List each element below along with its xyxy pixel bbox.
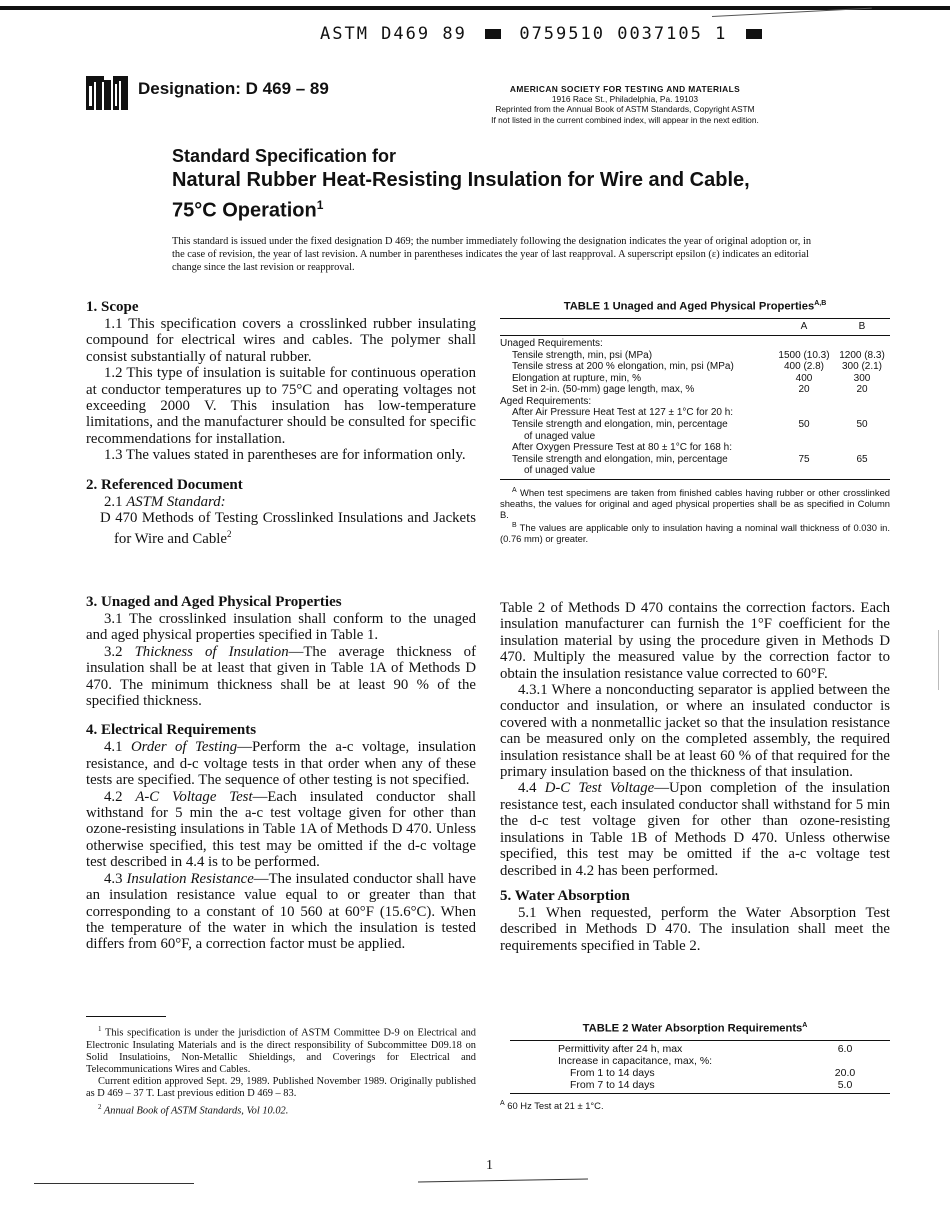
table2-row-value: 5.0 xyxy=(837,1078,853,1091)
table1-row-label: After Air Pressure Heat Test at 127 ± 1°C for 20 h: xyxy=(512,407,734,419)
table2-row xyxy=(558,1079,890,1091)
referenced-item: D 470 Methods of Testing Crosslinked Insulations and Jackets for Wire and Cable$^2$ xyxy=(100,510,476,548)
table1-row-label: Tensile strength and elongation, min, percentage xyxy=(512,453,728,465)
table2-footnote: $^A$ 60 Hz Test at 21 ± 1°C. xyxy=(500,1099,604,1111)
document-code-header xyxy=(320,24,768,44)
table1-cell-a xyxy=(774,442,834,454)
top-border-rule xyxy=(0,6,950,10)
table1-row-label: of unaged value xyxy=(524,465,596,477)
scope-heading: 1. Scope xyxy=(86,299,139,315)
table1-cell-b xyxy=(834,338,890,350)
pen-stroke-center xyxy=(418,1179,588,1183)
issuance-notice: This standard is issued under the fixed designation D 469; the number immediately following the designation indicates the year of original adoption or, in the case of revision, the year of last revision. A number in parentheses indicates the year of last reapproval. A superscript epsilon (ε) indicates an editorial change since the last revision or reapproval. xyxy=(172,236,812,273)
table2-row xyxy=(558,1067,890,1079)
table1-row-label: of unaged value xyxy=(524,430,596,442)
table1-row-label: Tensile strength and elongation, min, percentage xyxy=(512,419,728,431)
table1-cell-b xyxy=(834,396,890,408)
society-name: AMERICAN SOCIETY FOR TESTING AND MATERIALS xyxy=(509,84,741,94)
pen-stroke-left xyxy=(34,1183,194,1184)
scope-p3: 1.3 The values stated in parentheses are for information only. xyxy=(104,447,466,464)
page-footnotes xyxy=(86,1016,476,1117)
table1-cell-a xyxy=(774,431,834,443)
table1-row-label: After Oxygen Pressure Test at 80 ± 1°C for 168 h: xyxy=(512,442,732,454)
table1-row xyxy=(500,338,890,350)
footnote-2: $^2$ Annual Book of ASTM Standards, Vol 10.02. xyxy=(98,1102,289,1117)
referenced-sub: 2.1 ASTM Standard: xyxy=(104,493,226,510)
table2-caption: TABLE 2 Water Absorption Requirements$^A$ xyxy=(582,1022,808,1035)
table1-footnote-a: $^A$ When test specimens are taken from finished cables having rubber or other crosslinked sheaths, the values for original and aged physical properties shall be as specified in Column B. xyxy=(500,487,890,521)
title-footnote-ref: 1 xyxy=(316,198,324,212)
title-line-1: Standard Specification for xyxy=(172,146,397,166)
table1-row xyxy=(500,465,890,477)
table1-cell-a: 20 xyxy=(798,384,810,396)
table1-cell-b xyxy=(834,407,890,419)
scope-p1: 1.1 This specification covers a crosslinked rubber insulating compound for electrical wires and cables. The polymer shall consist substantially of natural rubber. xyxy=(86,316,476,365)
water-heading: 5. Water Absorption xyxy=(500,887,630,904)
right-column-bottom xyxy=(500,600,890,954)
table1-cell-a: 1500 (10.3) xyxy=(778,349,830,361)
table1-row xyxy=(500,373,890,385)
table1-row-label: Set in 2-in. (50-mm) gage length, max, % xyxy=(512,384,695,396)
table1-col-a: A xyxy=(800,321,808,333)
table1-cell-a xyxy=(774,396,834,408)
table1-row xyxy=(500,431,890,443)
table1-header-row xyxy=(500,319,890,335)
electrical-p3: 4.3 Insulation Resistance—The insulated conductor shall have an insulation resistance value equal to or greater than that corresponding to a constant of 10 560 at 60°F (15.6°C). When the temperature of the water in which the insulation is tested differs from 60°F, a correction factor must be applied. xyxy=(86,870,476,953)
table1-row xyxy=(500,361,890,373)
title-line-2: Natural Rubber Heat-Resisting Insulation for Wire and Cable, xyxy=(172,169,750,191)
physical-p2: 3.2 Thickness of Insulation—The average thickness of insulation shall be at least that given in Table 1A of Methods D 470. The minimum thickness shall be at least 90 % of the specified thickness. xyxy=(86,643,476,710)
table1-footnote-b: $^B$ The values are applicable only to insulation having a nominal wall thickness of 0.030 in. (0.76 mm) or greater. xyxy=(500,522,890,545)
table2-body xyxy=(500,1041,890,1093)
society-reprint: Reprinted from the Annual Book of ASTM Standards, Copyright ASTM xyxy=(495,104,755,115)
table1-cell-b: 20 xyxy=(856,384,868,396)
table1-row-label: Unaged Requirements: xyxy=(500,337,603,349)
table2-row xyxy=(558,1043,890,1055)
header-code-right: 0759510 0037105 1 xyxy=(519,24,728,44)
table1-row xyxy=(500,442,890,454)
society-block xyxy=(460,84,790,125)
table1-cell-b xyxy=(834,442,890,454)
table2-row-value: 20.0 xyxy=(834,1066,856,1079)
table1-cell-a xyxy=(774,465,834,477)
scope-p2: 1.2 This type of insulation is suitable for continuous operation at conductor temperatures up to 75°C and operating voltages not exceeding 2000 V. This insulation has low-temperature limitations, and the manufacturer should be consulted for specific recommendations for installation. xyxy=(86,365,476,447)
table1-cell-a: 50 xyxy=(798,419,810,431)
footnote-1: $^1$ This specification is under the jurisdiction of ASTM Committee D-9 on Electrical and Electronic Insulating Materials and is the direct responsibility of Subcommittee D09.18 on Solid Insulatioins, Non-Metallic Shieldings, and Coverings for Electrical and Telecommunications Wires and Cables. xyxy=(86,1025,476,1076)
table2-row-value: 6.0 xyxy=(837,1042,853,1055)
table1-cell-a: 400 xyxy=(795,372,813,384)
table1-cell-b xyxy=(834,431,890,443)
table1-row-label: Elongation at rupture, min, % xyxy=(512,372,641,384)
table1-caption: TABLE 1 Unaged and Aged Physical Properties$^{A,B}$ xyxy=(563,300,827,313)
table1-row xyxy=(500,454,890,466)
designation: Designation: D 469 – 89 xyxy=(138,79,329,98)
table1-cell-a: 400 (2.8) xyxy=(783,361,825,373)
table1-cell-b: 65 xyxy=(856,453,868,465)
table1-row xyxy=(500,384,890,396)
electrical-p1: 4.1 Order of Testing—Perform the a-c voltage, insulation resistance, and d-c voltage tests in that order when any of these tests are specified. The sequence of other testing is not specified. xyxy=(86,739,476,789)
physical-p1: 3.1 The crosslinked insulation shall conform to the unaged and aged physical properties specified in Table 1. xyxy=(86,611,476,644)
table1-row-label: Tensile stress at 200 % elongation, min, psi (MPa) xyxy=(512,361,734,373)
table-1 xyxy=(500,298,890,544)
table1-cell-b xyxy=(834,465,890,477)
header-code-left: ASTM D469 89 xyxy=(320,24,467,44)
table1-cell-b: 50 xyxy=(856,419,868,431)
left-column-bottom xyxy=(86,593,476,953)
document-title xyxy=(172,144,750,224)
electrical-p2: 4.2 A-C Voltage Test—Each insulated conductor shall withstand for 5 min the a-c test voltage given for other than ozone-resisting insulations in Table 1A of Methods D 470. Unless otherwise specified, this test may be omitted if the d-c voltage test described in 4.4 is to be performed. xyxy=(86,788,476,871)
water-p1: 5.1 When requested, perform the Water Absorption Test described in Methods D 470. The insulation shall meet the requirements specified in Table 2. xyxy=(500,904,890,954)
table2-row-label: Increase in capacitance, max, %: xyxy=(558,1054,713,1067)
table2-row-label: From 7 to 14 days xyxy=(570,1078,655,1091)
electrical-p31: 4.3.1 Where a nonconducting separator is applied between the conductor and insulation, or where an insulated conductor is covered with a nonmetallic jacket so that the insulation resistance can be measured only on the completed assembly, the required insulation resistance shall be at least 60 % of that required for the primary insulation based on the thickness of that insulation. xyxy=(500,682,890,781)
table2-row-label: From 1 to 14 days xyxy=(570,1066,655,1079)
table1-row xyxy=(500,350,890,362)
table1-cell-a: 75 xyxy=(798,453,810,465)
table1-cell-b: 300 (2.1) xyxy=(841,361,883,373)
electrical-p4: 4.4 D-C Test Voltage—Upon completion of the insulation resistance test, each insulated conductor shall withstand for 5 min the d-c test voltage given for other than ozone-resisting insulations in Table 1B of Methods D 470. Unless otherwise specified, this test may be omitted if the a-c voltage test described in 4.2 has been performed. xyxy=(500,780,890,879)
table1-cell-a xyxy=(774,338,834,350)
margin-mark xyxy=(938,630,939,690)
table1-row-label: Tensile strength, min, psi (MPa) xyxy=(512,349,653,361)
table2-row xyxy=(558,1055,890,1067)
table2-row-value xyxy=(800,1055,890,1067)
astm-logo xyxy=(84,72,130,114)
table1-cell-b: 300 xyxy=(853,372,871,384)
physical-heading: 3. Unaged and Aged Physical Properties xyxy=(86,594,342,610)
table1-body xyxy=(500,336,890,479)
table1-row xyxy=(500,419,890,431)
electrical-heading: 4. Electrical Requirements xyxy=(86,722,257,739)
electrical-p3-continued: Table 2 of Methods D 470 contains the correction factors. Each insulation manufacturer can furnish the 1°F coefficient for the insulation material by using the procedure given in Methods D 470. Multiply the measured value by the correction factor to obtain the insulation resistance value corrected to 60°F. xyxy=(500,600,890,682)
table1-row xyxy=(500,407,890,419)
table2-row-label: Permittivity after 24 h, max xyxy=(558,1042,683,1055)
title-line-3: 75°C Operation$^1$ xyxy=(172,198,324,222)
left-column-top xyxy=(86,298,476,548)
table1-row-label: Aged Requirements: xyxy=(500,395,592,407)
header-block-mark xyxy=(485,29,501,39)
table1-cell-a xyxy=(774,407,834,419)
header-block-mark-end xyxy=(746,29,762,39)
table1-col-b: B xyxy=(858,321,866,333)
society-address: 1916 Race St., Philadelphia, Pa. 19103 xyxy=(551,94,699,105)
page-number: 1 xyxy=(486,1158,493,1173)
referenced-heading: 2. Referenced Document xyxy=(86,476,243,493)
table1-cell-b: 1200 (8.3) xyxy=(839,349,885,361)
footnote-1b: Current edition approved Sept. 29, 1989. Published November 1989. Originally published as D 469 – 37 T. Last previous edition D 469 – 83. xyxy=(86,1076,476,1100)
society-notice: If not listed in the current combined index, will appear in the next edition. xyxy=(491,114,759,125)
table1-row xyxy=(500,396,890,408)
table-2 xyxy=(500,1020,890,1111)
